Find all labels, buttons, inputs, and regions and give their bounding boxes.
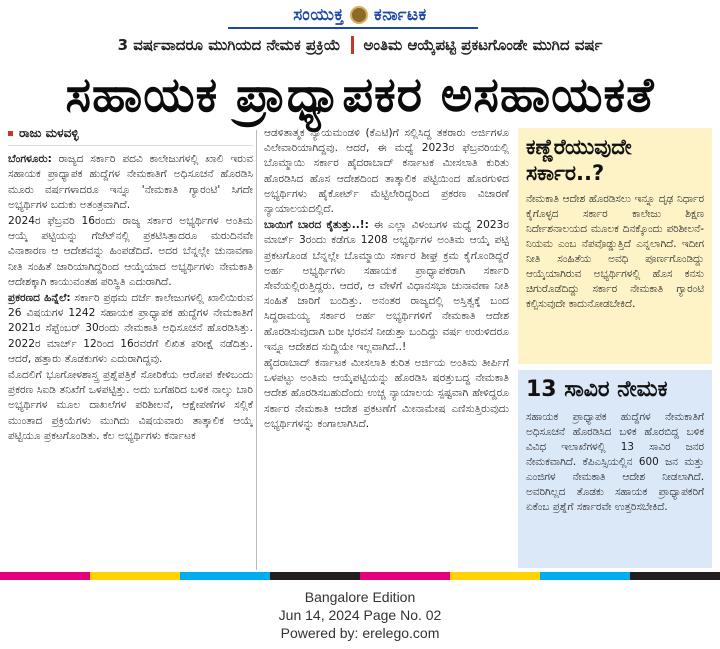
- subhead-divider: [351, 36, 354, 54]
- paragraph: ಹೈದರಾಬಾದ್ ಕರ್ನಾಟಕ ಮೀಸಲಾತಿ ಕುರಿತ ಅರ್ಜಿಯ ಅಂತಿಮ ತೀರ್ಪಿಗೆ ಒಳಪಟ್ಟು ಅಂತಿಮ ಆಯ್ಕೆಪಟ್ಟಿಯನ್ನು ಹೊರಡಿಸಿ ಷರತ್ತುಬದ್ಧ ನೇಮಕಾತಿ ಆದೇಶ ಹೊರಡಿಸಬಹುದೆಂದು ಉಚ್ಚ ನ್ಯಾಯಾಲಯ ಸ್ಪಷ್ಟವಾಗಿ ಹೇಳಿದ್ದರೂ ಸರ್ಕಾರ ನೇಮಕಾತಿ ಆದೇಶ ಪ್ರಕಟಣೆಗೆ ಮೀನಾಮೇಷ ಎಣಿಸುತ್ತಿರುವುದು ಅಭ್ಯರ್ಥಿಗಳನ್ನು ಕಂಗಾಲಾಗಿಸಿದೆ.: [264, 357, 509, 430]
- paragraph-text: ಸರ್ಕಾರಿ ಪ್ರಥಮ ದರ್ಜೆ ಕಾಲೇಜುಗಳಲ್ಲಿ ಖಾಲಿಯಿರುವ 26 ವಿಷಯಗಳ 1242 ಸಹಾಯಕ ಪ್ರಾಧ್ಯಾಪಕ ಹುದ್ದೆಗಳ ನೇಮಕಾತಿಗೆ 2021ರ ಸೆಪ್ಟೆಂಬರ್ 30ರಂದು ನೇಮಕಾತಿ ಅಧಿಸೂಚನೆ ಹೊರಡಿಸಿತ್ತು. 2022ರ ಮಾರ್ಚ್ 12ರಿಂದ 16ರವರೆಗೆ ಲಿಖಿತ ಪರೀಕ್ಷೆ ನಡೆದಿತ್ತು. ಆದರೆ, ಹತ್ತಾರು ತೊಡಕುಗಳು ಎದುರಾಗಿದ್ದವು.: [8, 292, 254, 365]
- main-headline: ಸಹಾಯಕ ಪ್ರಾಧ್ಯಾಪಕರ ಅಸಹಾಯಕತೆ: [65, 66, 655, 123]
- color-swatch: [540, 572, 630, 580]
- paragraph: ಮೊದಲಿಗೆ ಭೂಗೋಳಶಾಸ್ತ್ರ ಪ್ರಶ್ನೆಪತ್ರಿಕೆ ಸೋರಿಕೆಯ ಆರೋಪ ಕೇಳಿಬಂದು ಪ್ರಕರಣ ಸಿಐಡಿ ತನಿಖೆಗೆ ಒಳಪಟ್ಟಿತ್ತು. ಅದು ಬಗೆಹರಿದ ಬಳಿಕ ನಾಲ್ಕು ಬಾರಿ ಅಭ್ಯರ್ಥಿಗಳ ಮೂಲ ದಾಖಲೆಗಳ ಪರಿಶೀಲನೆ, ಆಕ್ಷೇಪಣೆಗಳ ಸಲ್ಲಿಕೆ ಮುಂತಾದ ಪ್ರಕ್ರಿಯೆಗಳು ಮುಗಿದು ವಿಷಯವಾರು ತಾತ್ಕಾಲಿಕ ಆಯ್ಕೆ ಪಟ್ಟಿಯೂ ಪ್ರಕಟಗೊಂಡಿತು. ಕೆಲ ಅಭ್ಯರ್ಥಿಗಳು ಕರ್ನಾಟಕ: [8, 369, 253, 442]
- masthead: [0, 0, 720, 30]
- sidebar-box-yellow: [518, 128, 712, 364]
- logo-part1: ಸಂಯುಕ್ತ: [293, 5, 345, 25]
- box-title: ಕಣ್ಣೆರೆಯುವುದೇ ಸರ್ಕಾರ..?: [526, 135, 632, 185]
- color-swatch: [630, 572, 720, 580]
- box-text: ಸಹಾಯಕ ಪ್ರಾಧ್ಯಾಪಕ ಹುದ್ದೆಗಳ ನೇಮಕಾತಿಗೆ ಅಧಿಸೂಚನೆ ಹೊರಡಿಸಿದ ಬಳಿಕ ಹೊರಬಿದ್ದ ಬಳಿಕ ವಿವಿಧ ಇಲಾಖೆಗಳಲ್ಲಿ 13 ಸಾವಿರ ಜನರ ನೇಮಕವಾಗಿದೆ. ಕೆಪಿಎಸ್ಸಿಯಲ್ಲಿನ 600 ಜನ ಮತ್ತು ಎಂಜಿಗಳ ನೇಮಕಾತಿ ಆದೇಶ ನೀಡಲಾಗಿದೆ. ಅವರಿಗಿಲ್ಲದ ತೊಡಕು ಸಹಾಯಕ ಪ್ರಾಧ್ಯಾಪಕರಿಗೆ ಏಕೆಂಬ ಪ್ರಶ್ನೆಗೆ ಸರ್ಕಾರವೇ ಉತ್ತರಿಸಬೇಕಿದೆ.: [526, 411, 704, 513]
- edition-footer: [0, 588, 720, 642]
- dateline: ಬೆಂಗಳೂರು:: [8, 153, 52, 166]
- subheading: ಬಾಯಿಗೆ ಬಾರದ ಕೈತುತ್ತು..!:: [264, 219, 369, 232]
- emblem-icon: [350, 6, 368, 24]
- print-color-bar: [0, 572, 720, 580]
- color-swatch: [270, 572, 360, 580]
- paragraph: 2024ರ ಫೆಬ್ರವರಿ 16ರಂದು ರಾಜ್ಯ ಸರ್ಕಾರ ಅಭ್ಯರ್ಥಿಗಳ ಅಂತಿಮ ಆಯ್ಕೆ ಪಟ್ಟಿಯನ್ನು ಗೆಜೆಟ್‌ನಲ್ಲಿ ಪ್ರಕಟಿಸಿತ್ತಾದರೂ ಮರುದಿನವೇ ವಿನಾಕಾರಣ ಆ ಆದೇಶವನ್ನು ಹಿಂಪಡೆದಿದೆ. ಅದರ ಬೆನ್ನಲ್ಲೇ ಚುನಾವಣಾ ನೀತಿ ಸಂಹಿತೆ ಜಾರಿಯಾಗಿದ್ದರಿಂದ ಆಯ್ಕೆಯಾದ ಅಭ್ಯರ್ಥಿಗಳು ನೇಮಕಾತಿ ಆದೇಶಕ್ಕಾಗಿ ಕಾಯುವಂತಹ ಪರಿಸ್ಥಿತಿ ಎದುರಾಗಿದೆ.: [8, 215, 253, 288]
- author-name: ರಾಜು ಮಳವಳ್ಳಿ: [19, 126, 79, 140]
- logo-part2: ಕರ್ನಾಟಕ: [374, 5, 427, 25]
- paragraph: ಆಡಳಿತಾತ್ಮಕ ನ್ಯಾಯಮಂಡಳಿ (ಕೆಎಟಿ)ಗೆ ಸಲ್ಲಿಸಿದ್ದ ತಕರಾರು ಅರ್ಜಿಗಳೂ ವಿಲೇವಾರಿಯಾಗಿದ್ದವು. ಆದರೆ, ಈ ಮಧ್ಯೆ 2023ರ ಫೆಬ್ರವರಿಯಲ್ಲಿ ಬೊಮ್ಮಾಯಿ ಸರ್ಕಾರ ಹೈದರಾಬಾದ್ ಕರ್ನಾಟಕ ಮೀಸಲಾತಿ ಕುರಿತು ಹೊರಡಿಸಿದ ಹೊಸ ಆದೇಶದಿಂದ ತಾತ್ಕಾಲಿಕ ಪಟ್ಟಿಯಿಂದ ಹೊರಗುಳಿದ ಅಭ್ಯರ್ಥಿಗಳು ಹೈಕೋರ್ಟ್ ಮೆಟ್ಟಿಲೇರಿದ್ದರಿಂದ ಪ್ರಕರಣ ವಿಚಾರಣೆ ನ್ಯಾಯಾಲಯದಲ್ಲಿದೆ.: [264, 127, 509, 216]
- subhead-right: ಅಂತಿಮ ಆಯ್ಕೆಪಟ್ಟಿ ಪ್ರಕಟಗೊಂಡೇ ಮುಗಿದ ವರ್ಷ: [363, 36, 603, 54]
- bullet-icon: [8, 131, 13, 136]
- article-column-2: [264, 126, 509, 433]
- masthead-rule: [228, 27, 478, 29]
- powered-by: Powered by: erelego.com: [280, 625, 440, 641]
- box-title: 13 ಸಾವಿರ ನೇಮಕ: [526, 377, 668, 402]
- color-swatch: [360, 572, 450, 580]
- paragraph: [8, 291, 253, 367]
- edition-date-page: Jun 14, 2024 Page No. 02: [278, 607, 442, 623]
- edition-name: Bangalore Edition: [304, 589, 416, 605]
- paragraph-text: ಈ ಎಲ್ಲಾ ವಿಳಂಬಗಳ ಮಧ್ಯೆ 2023ರ ಮಾರ್ಚ್ 3ರಂದು ಕಡೆಗೂ 1208 ಅಭ್ಯರ್ಥಿಗಳ ಅಂತಿಮ ಆಯ್ಕೆ ಪಟ್ಟಿ ಪ್ರಕಟಗೊಂಡ ಬೆನ್ನಲ್ಲೇ ಬೊಮ್ಮಾಯಿ ಸರ್ಕಾರ ಶೀಘ್ರ ಕ್ರಮ ಕೈಗೊಂಡಿದ್ದರೆ ಅರ್ಹ ಅಭ್ಯರ್ಥಿಗಳು ಸಹಾಯಕ ಪ್ರಾಧ್ಯಾಪಕರಾಗಿ ಸರ್ಕಾರಿ ಸೇವೆಯಲ್ಲಿರುತ್ತಿದ್ದರು. ಆದರೆ, ಆ ವೇಳೆಗೆ ವಿಧಾನಸಭಾ ಚುನಾವಣಾ ನೀತಿ ಸಂಹಿತೆ ಜಾರಿಗೆ ಬಂದಿತ್ತು. ಅನಂತರ ರಾಜ್ಯದಲ್ಲಿ ಅಸ್ತಿತ್ವಕ್ಕೆ ಬಂದ ಸಿದ್ದರಾಮಯ್ಯ ಸರ್ಕಾರ ಅರ್ಹ ಅಭ್ಯರ್ಥಿಗಳಿಗೆ ನೇಮಕಾತಿ ಆದೇಶ ಹೊರಡಿಸುವುದಾಗಿ ಬರೀ ಭರವಸೆ ನೀಡುತ್ತಾ ಬಂದಿದ್ದು ವರ್ಷ ಉರುಳಿದರೂ ಇನ್ನೂ ಆದೇಶದ ಸುದ್ದಿಯೇ ಇಲ್ಲವಾಗಿದೆ..!: [264, 219, 509, 353]
- subheading: ಪ್ರಕರಣದ ಹಿನ್ನೆಲೆ:: [8, 292, 71, 305]
- paragraph: [8, 152, 253, 213]
- subheadline: [0, 32, 720, 58]
- newspaper-logo: [293, 5, 426, 25]
- byline: [8, 126, 253, 146]
- color-swatch: [450, 572, 540, 580]
- subhead-left: 3 ವರ್ಷವಾದರೂ ಮುಗಿಯದ ನೇಮಕ ಪ್ರಕ್ರಿಯೆ: [117, 36, 341, 54]
- column-divider: [256, 130, 257, 570]
- color-swatch: [90, 572, 180, 580]
- paragraph: [264, 218, 509, 355]
- color-swatch: [180, 572, 270, 580]
- paragraph-text: ರಾಜ್ಯದ ಸರ್ಕಾರಿ ಪದವಿ ಕಾಲೇಜುಗಳಲ್ಲಿ ಖಾಲಿ ಇರುವ ಸಹಾಯಕ ಪ್ರಾಧ್ಯಾಪಕ ಹುದ್ದೆಗಳ ನೇಮಕಾತಿಗೆ ಅಧಿಸೂಚನೆ ಹೊರಡಿಸಿ ಮೂರು ವರ್ಷಗಳಾದರೂ ಇನ್ನೂ 'ನೇಮಕಾತಿ ಗ್ಯಾರಂಟಿ' ಸಿಗದೇ ಅಭ್ಯರ್ಥಿಗಳ ಬದುಕು ಅತಂತ್ರವಾಗಿದೆ.: [8, 153, 253, 211]
- box-text: ನೇಮಕಾತಿ ಆದೇಶ ಹೊರಡಿಸಲು ಇನ್ನೂ ದೃಢ ನಿರ್ಧಾರ ಕೈಗೊಳ್ಳದ ಸರ್ಕಾರ ಕಾಲೇಜು ಶಿಕ್ಷಣ ನಿರ್ದೇಶನಾಲಯದ ಮೂಲಕ ದಿನಕ್ಕೊಂದು ಪರಿಶೀಲನೆ-ನಿಯಮ ಎಂಬ ನೆಪವೊಡ್ಡುತ್ತಿದೆ ಎನ್ನಲಾಗಿದೆ. ಇದೀಗ ನೀತಿ ಸಂಹಿತೆಯ ಅವಧಿ ಪೂರ್ಣಗೊಂಡಿದ್ದು ಆಯ್ಕೆಯಾಗಿರುವ ಅಭ್ಯರ್ಥಿಗಳಲ್ಲಿ ಹೊಸ ಕನಸು ಚಿಗುರೊಡೆದಿದ್ದು ಸರ್ಕಾರ ನೇಮಕಾತಿ ಗ್ಯಾರಂಟಿ ಕಲ್ಪಿಸುವುದೇ ಕಾದುನೋಡಬೇಕಿದೆ.: [526, 193, 704, 310]
- sidebar-box-blue: [518, 370, 712, 568]
- article-column-1: [8, 126, 253, 445]
- color-swatch: [0, 572, 90, 580]
